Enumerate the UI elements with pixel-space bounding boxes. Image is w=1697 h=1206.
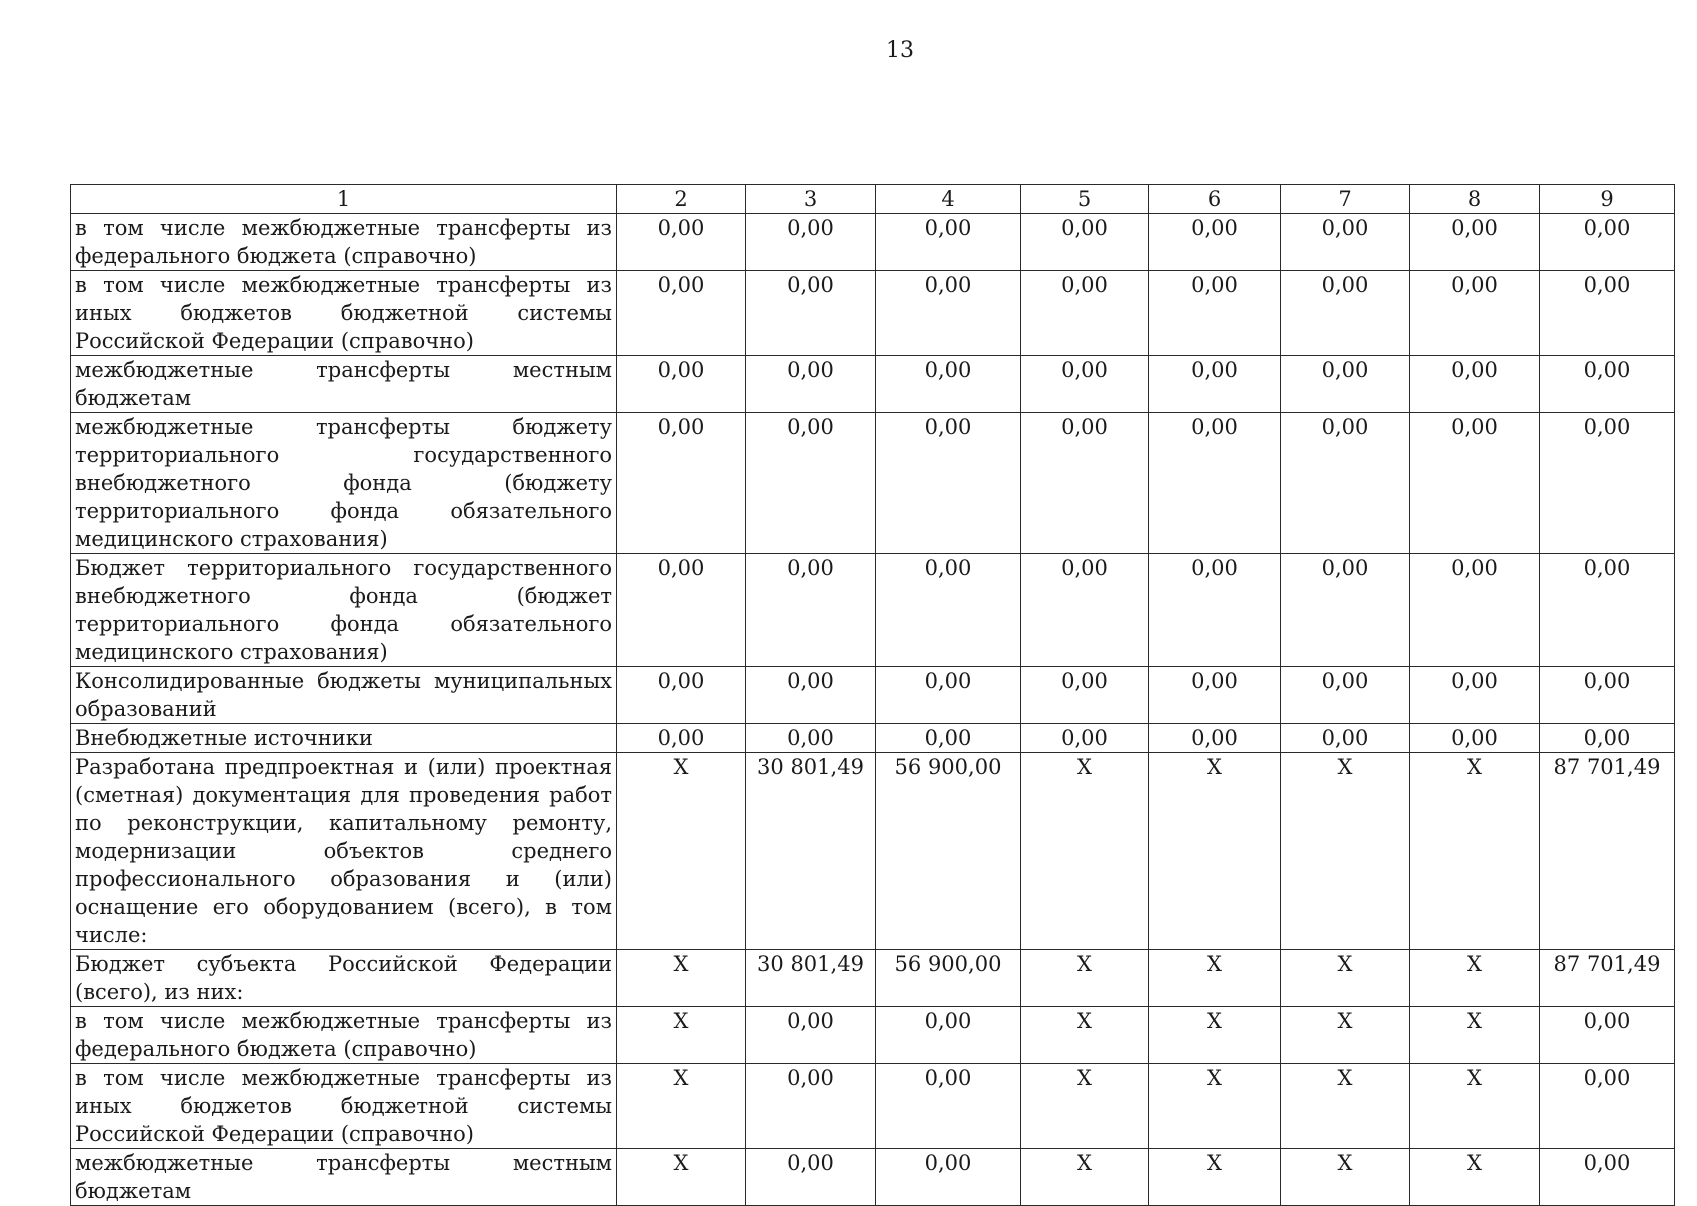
table-row	[71, 413, 1675, 554]
value-cell: X	[1410, 950, 1540, 1007]
value-cell: 30 801,49	[746, 950, 876, 1007]
value-cell: X	[1281, 1007, 1410, 1064]
value-cell: 0,00	[617, 724, 746, 753]
value-cell: 0,00	[1149, 554, 1281, 667]
value-cell: 0,00	[1149, 356, 1281, 413]
header-cell: 6	[1149, 185, 1281, 214]
value-cell: X	[617, 1149, 746, 1206]
table-row	[71, 214, 1675, 271]
budget-table	[70, 184, 1675, 1206]
value-cell: X	[1149, 753, 1281, 950]
value-cell: X	[1281, 950, 1410, 1007]
table-row	[71, 1064, 1675, 1149]
header-cell: 5	[1021, 185, 1149, 214]
value-cell: 87 701,49	[1540, 950, 1675, 1007]
value-cell: 0,00	[1149, 413, 1281, 554]
row-label: межбюджетные трансферты местным бюджетам	[71, 1149, 617, 1206]
value-cell: 0,00	[746, 271, 876, 356]
value-cell: 0,00	[1021, 271, 1149, 356]
value-cell: X	[1149, 950, 1281, 1007]
row-label: Разработана предпроектная и (или) проектная (сметная) документация для проведения работ по реконструкции, капитальному ремонту, модернизации объектов среднего профессионального образования и (или) оснащение его оборудованием (всего), в том числе:	[71, 753, 617, 950]
value-cell: 0,00	[746, 413, 876, 554]
row-label: Консолидированные бюджеты муниципальных образований	[71, 667, 617, 724]
header-cell: 1	[71, 185, 617, 214]
header-cell: 3	[746, 185, 876, 214]
value-cell: 0,00	[1021, 356, 1149, 413]
page-number: 13	[886, 38, 914, 63]
value-cell: 0,00	[1540, 271, 1675, 356]
value-cell: X	[1149, 1064, 1281, 1149]
table-row	[71, 356, 1675, 413]
value-cell: 0,00	[1410, 667, 1540, 724]
value-cell: X	[1410, 1149, 1540, 1206]
value-cell: 0,00	[876, 554, 1021, 667]
value-cell: 0,00	[1281, 413, 1410, 554]
row-label: в том числе межбюджетные трансферты из иных бюджетов бюджетной системы Российской Федерации (справочно)	[71, 1064, 617, 1149]
value-cell: 56 900,00	[876, 753, 1021, 950]
value-cell: 87 701,49	[1540, 753, 1675, 950]
value-cell: 0,00	[617, 667, 746, 724]
value-cell: 0,00	[876, 1007, 1021, 1064]
value-cell: 30 801,49	[746, 753, 876, 950]
row-label: межбюджетные трансферты местным бюджетам	[71, 356, 617, 413]
value-cell: 0,00	[1021, 724, 1149, 753]
value-cell: 0,00	[876, 1064, 1021, 1149]
value-cell: 0,00	[1281, 214, 1410, 271]
header-cell: 8	[1410, 185, 1540, 214]
row-label: Бюджет территориального государственного внебюджетного фонда (бюджет территориального фонда обязательного медицинского страхования)	[71, 554, 617, 667]
value-cell: X	[1281, 753, 1410, 950]
value-cell: 0,00	[876, 214, 1021, 271]
value-cell: 0,00	[1149, 667, 1281, 724]
value-cell: X	[1410, 1064, 1540, 1149]
table-row	[71, 667, 1675, 724]
row-label: межбюджетные трансферты бюджету территориального государственного внебюджетного фонда (бюджету территориального фонда обязательного медицинского страхования)	[71, 413, 617, 554]
value-cell: X	[1410, 1007, 1540, 1064]
value-cell: X	[1021, 753, 1149, 950]
value-cell: 0,00	[1149, 214, 1281, 271]
value-cell: X	[1281, 1149, 1410, 1206]
row-label: в том числе межбюджетные трансферты из иных бюджетов бюджетной системы Российской Федерации (справочно)	[71, 271, 617, 356]
value-cell: 0,00	[1021, 667, 1149, 724]
value-cell: 0,00	[1410, 356, 1540, 413]
value-cell: X	[1281, 1064, 1410, 1149]
value-cell: 0,00	[617, 214, 746, 271]
value-cell: 56 900,00	[876, 950, 1021, 1007]
value-cell: 0,00	[617, 271, 746, 356]
table-row	[71, 554, 1675, 667]
value-cell: 0,00	[1540, 554, 1675, 667]
table-row	[71, 950, 1675, 1007]
table-row	[71, 1007, 1675, 1064]
value-cell: 0,00	[1021, 214, 1149, 271]
table-row	[71, 724, 1675, 753]
value-cell: 0,00	[1281, 554, 1410, 667]
value-cell: 0,00	[1540, 413, 1675, 554]
row-label: Бюджет субъекта Российской Федерации (всего), из них:	[71, 950, 617, 1007]
value-cell: 0,00	[746, 1149, 876, 1206]
header-cell: 2	[617, 185, 746, 214]
table-row	[71, 753, 1675, 950]
value-cell: 0,00	[1540, 356, 1675, 413]
value-cell: 0,00	[1540, 667, 1675, 724]
value-cell: 0,00	[1410, 271, 1540, 356]
value-cell: 0,00	[876, 271, 1021, 356]
value-cell: X	[1021, 1149, 1149, 1206]
value-cell: X	[1410, 753, 1540, 950]
value-cell: X	[617, 950, 746, 1007]
table-body	[71, 185, 1675, 1206]
value-cell: 0,00	[1540, 1064, 1675, 1149]
value-cell: X	[1021, 1064, 1149, 1149]
header-row	[71, 185, 1675, 214]
value-cell: 0,00	[746, 667, 876, 724]
value-cell: 0,00	[1281, 667, 1410, 724]
value-cell: 0,00	[1281, 356, 1410, 413]
value-cell: 0,00	[1021, 413, 1149, 554]
table-row	[71, 1149, 1675, 1206]
value-cell: 0,00	[1281, 271, 1410, 356]
value-cell: 0,00	[746, 554, 876, 667]
value-cell: 0,00	[617, 413, 746, 554]
value-cell: 0,00	[876, 667, 1021, 724]
value-cell: 0,00	[876, 1149, 1021, 1206]
value-cell: 0,00	[746, 1064, 876, 1149]
value-cell: 0,00	[1410, 554, 1540, 667]
value-cell: 0,00	[1021, 554, 1149, 667]
value-cell: 0,00	[617, 554, 746, 667]
value-cell: X	[1021, 1007, 1149, 1064]
table-row	[71, 271, 1675, 356]
value-cell: 0,00	[1410, 214, 1540, 271]
value-cell: 0,00	[1540, 1149, 1675, 1206]
value-cell: 0,00	[746, 214, 876, 271]
value-cell: 0,00	[1410, 724, 1540, 753]
value-cell: 0,00	[1410, 413, 1540, 554]
value-cell: 0,00	[1149, 271, 1281, 356]
row-label: в том числе межбюджетные трансферты из федерального бюджета (справочно)	[71, 214, 617, 271]
value-cell: 0,00	[617, 356, 746, 413]
value-cell: X	[617, 1007, 746, 1064]
value-cell: 0,00	[1540, 1007, 1675, 1064]
value-cell: 0,00	[1540, 214, 1675, 271]
value-cell: X	[617, 1064, 746, 1149]
header-cell: 9	[1540, 185, 1675, 214]
value-cell: 0,00	[746, 724, 876, 753]
value-cell: 0,00	[1149, 724, 1281, 753]
value-cell: X	[617, 753, 746, 950]
value-cell: X	[1021, 950, 1149, 1007]
value-cell: 0,00	[876, 356, 1021, 413]
value-cell: 0,00	[746, 1007, 876, 1064]
header-cell: 4	[876, 185, 1021, 214]
value-cell: 0,00	[1540, 724, 1675, 753]
value-cell: 0,00	[746, 356, 876, 413]
value-cell: X	[1149, 1149, 1281, 1206]
row-label: в том числе межбюджетные трансферты из федерального бюджета (справочно)	[71, 1007, 617, 1064]
header-cell: 7	[1281, 185, 1410, 214]
row-label: Внебюджетные источники	[71, 724, 617, 753]
value-cell: X	[1149, 1007, 1281, 1064]
value-cell: 0,00	[876, 724, 1021, 753]
value-cell: 0,00	[876, 413, 1021, 554]
value-cell: 0,00	[1281, 724, 1410, 753]
